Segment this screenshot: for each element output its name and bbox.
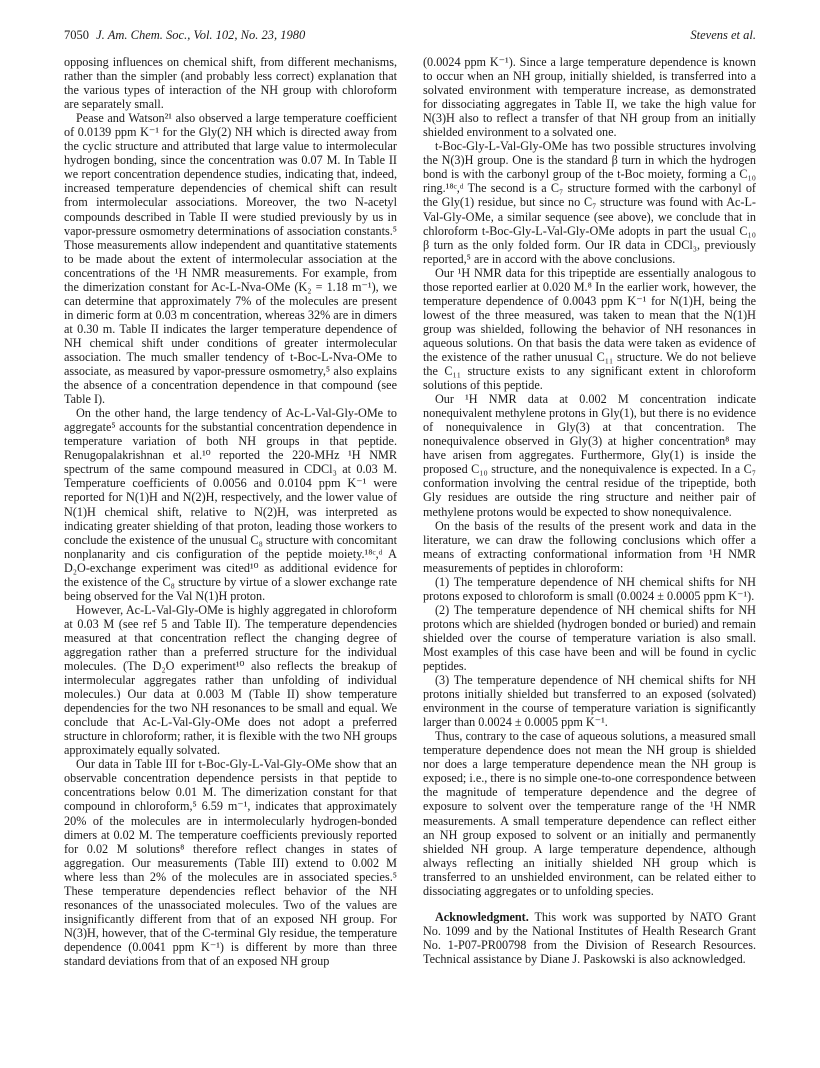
right-column <box>423 55 756 966</box>
acknowledgment-heading: Acknowledgment. <box>435 909 529 924</box>
list-item: (1) The temperature dependence of NH chemical shifts for NH protons exposed to chloroform is small (0.0024 ± 0.0005 ppm K⁻¹). <box>423 574 756 603</box>
acknowledgment-text: This work was supported by NATO Grant No. 1099 and by the National Institutes of Health Research Grant No. 1-P07-PR00798 from the Division of Research Resources. Technical assistance by Diane J. Paskowski is also acknowledged. <box>423 909 756 966</box>
paragraph: (0.0024 ppm K⁻¹). Since a large temperature dependence is known to occur when an NH group, initially shielded, is transferred into a solvated environment with temperature increase, as demonstrated for dissociating aggregates in Table II, we take the high value for N(3)H also to reflect a transfer of that NH group from an initially shielded environment to a solvated one. <box>423 55 756 140</box>
paragraph: Our ¹H NMR data for this tripeptide are essentially analogous to those reported earlier at 0.020 M.⁸ In the earlier work, however, the temperature dependence of 0.0043 ppm K⁻¹ for N(1)H, being the lowest of the three measured, was taken to mean that the N(1)H group was shielded, following the behavior of NH resonances in aqueous solutions. On that basis the data were taken as evidence of the existence of the rather unusual C₁₁ structure. We do not believe the C₁₁ structure exists to any significant extent in chloroform solutions of this peptide. <box>423 265 756 393</box>
journal-citation: J. Am. Chem. Soc., Vol. 102, No. 23, 1980 <box>96 28 306 42</box>
paragraph: Our ¹H NMR data at 0.002 M concentration indicate nonequivalent methylene protons in Gly(1), but there is no evidence of nonequivalence in Gly(3) at that concentration. The nonequivalence observed in Gly(3) at higher concentration⁸ may have arisen from aggregates. Furthermore, Gly(1) is inside the proposed C₁₀ structure, and the nonequivalence is expected. In a C₇ conformation involving the central residue of the tripeptide, both Gly residues are outside the ring structure and neither pair of methylene protons would be expected to show nonequivalence. <box>423 392 756 519</box>
page-number: 7050 <box>64 28 89 42</box>
paragraph: Thus, contrary to the case of aqueous solutions, a measured small temperature dependence does not mean the NH group is shielded nor does a large temperature dependence mean the NH group is exposed; i.e., there is no simple one-to-one correspondence between the magnitude of temperature dependence and the degree of exposure to solvent over the temperature range of the ¹H NMR measurements. A small temperature dependence can reflect either an NH group exposed to solvent or an initially and permanently shielded NH group. A large temperature dependence, although always reflecting an initially shielded NH group which is transferred to an unshielded environment, can be related either to dissociating aggregates or to unfolding species. <box>423 729 756 898</box>
left-column <box>64 55 397 968</box>
author-running-head: Stevens et al. <box>690 28 756 42</box>
paragraph: On the other hand, the large tendency of Ac-L-Val-Gly-OMe to aggregate⁵ accounts for the substantial concentration dependence in temperature variation of both NH groups in that peptide. Renugopalakrishnan et al.¹⁰ reported the 220-MHz ¹H NMR spectrum of the same compound measured in CDCl₃ at 0.03 M. Temperature coefficients of 0.0056 and 0.0104 ppm K⁻¹ were reported for N(1)H and N(2)H, respectively, and the lower value of N(1)H chemical shift, relative to N(2)H, was interpreted as indicating greater shielding of that proton, leading those workers to conclude the existence of the unusual C₈ structure with concomitant nonplanarity and cis configuration of the peptide moiety.¹⁸ᶜ,ᵈ A D₂O-exchange experiment was cited¹⁰ as additional evidence for the existence of the C₈ structure by virtue of a slower exchange rate being observed for the Val N(1)H proton. <box>64 406 397 603</box>
running-header <box>64 28 756 46</box>
paragraph: opposing influences on chemical shift, from different mechanisms, rather than the simpler (and probably less correct) explanation that the various types of interaction of the NH group with chloroform are separately small. <box>64 55 397 112</box>
paragraph: t-Boc-Gly-L-Val-Gly-OMe has two possible structures involving the N(3)H group. One is the standard β turn in which the hydrogen bond is with the carbonyl group of the t-Boc moiety, forming a C₁₀ ring.¹⁸ᶜ,ᵈ The second is a C₇ structure formed with the carbonyl of the Gly(1) residue, but since no C₇ structure was found with Ac-L-Val-Gly-OMe, a similar sequence (see above), we conclude that in chloroform t-Boc-Gly-L-Val-Gly-OMe adopts in part the usual C₁₀ β turn as the only folded form. Our IR data in CDCl₃, previously reported,⁵ are in accord with the above conclusions. <box>423 139 756 266</box>
paragraph: On the basis of the results of the present work and data in the literature, we can draw the following conclusions which offer a means of extracting conformational information from ¹H NMR measurements of peptides in chloroform: <box>423 518 756 575</box>
list-item: (2) The temperature dependence of NH chemical shifts for NH protons which are shielded (hydrogen bonded or buried) and remain shielded over the course of temperature variation is also small. Most examples of this case have been and will be found in cyclic peptides. <box>423 602 756 674</box>
paragraph: Our data in Table III for t-Boc-Gly-L-Val-Gly-OMe show that an observable concentration dependence persists in that peptide to concentrations below 0.01 M. The dimerization constant for that compound in chloroform,⁵ 6.59 m⁻¹, indicates that approximately 20% of the molecules are in intermolecularly hydrogen-bonded dimers at 0.02 M. The temperature coefficients previously reported for 0.02 M solutions⁸ therefore reflect changes in states of aggregation. Our measurements (Table III) extend to 0.002 M where less than 2% of the molecules are in associated species.⁵ These temperature dependencies reflect behavior of the NH resonances of the unassociated molecules. Two of the values are insignificantly different from that of an exposed NH group. For N(3)H, however, that of the C-terminal Gly residue, the temperature dependence (0.0041 ppm K⁻¹) is different by more than three standard deviations from that of an exposed NH group <box>64 757 397 968</box>
paragraph: Pease and Watson²¹ also observed a large temperature coefficient of 0.0139 ppm K⁻¹ for the Gly(2) NH which is directed away from the cyclic structure and attributed that large value to intermolecular hydrogen bonding, since the concentration was 0.07 M. In Table II we report concentration dependence studies, indicating that, indeed, increased temperature dependencies of chemical shift can result from intermolecular associations. Moreover, the two N-acetyl compounds described in Table II were studied previously by us in vapor-pressure osmometry determinations of association constants.⁵ Those measurements allow independent and quantitative statements to be made about the extent of intermolecular association at the concentrations of the ¹H NMR measurements. For example, from the dimerization constant for Ac-L-Nva-OMe (K₂ = 1.18 m⁻¹), we can determine that approximately 7% of the molecules are present in dimeric form at 0.03 m concentration, whereas 32% are in dimers at 0.30 m. Table II indicates the larger temperature dependence of NH chemical shift under conditions of greater intermolecular association. The much smaller tendency of t-Boc-L-Nva-OMe to associate, as measured by vapor-pressure osmometry,⁵ also explains the absence of a concentration dependence in that compound (see Table I). <box>64 111 397 407</box>
acknowledgment <box>423 910 756 966</box>
paragraph: However, Ac-L-Val-Gly-OMe is highly aggregated in chloroform at 0.03 M (see ref 5 and Table II). The temperature dependencies measured at that concentration reflect the changing degree of aggregation rather than a preferred structure for the individual molecules. (The D₂O experiment¹⁰ also reflects the breakup of intermolecular aggregates rather than unfolding of individual molecules.) Our data at 0.003 M (Table II) show temperature dependencies for the two NH resonances to be small and equal. We conclude that Ac-L-Val-Gly-OMe does not adopt a preferred structure in chloroform; rather, it is flexible with the two NH groups approximately equally solvated. <box>64 602 397 758</box>
list-item: (3) The temperature dependence of NH chemical shifts for NH protons initially shielded but transferred to an exposed (solvated) environment in the course of temperature variation is significantly larger than 0.0024 ± 0.0005 ppm K⁻¹. <box>423 673 756 730</box>
